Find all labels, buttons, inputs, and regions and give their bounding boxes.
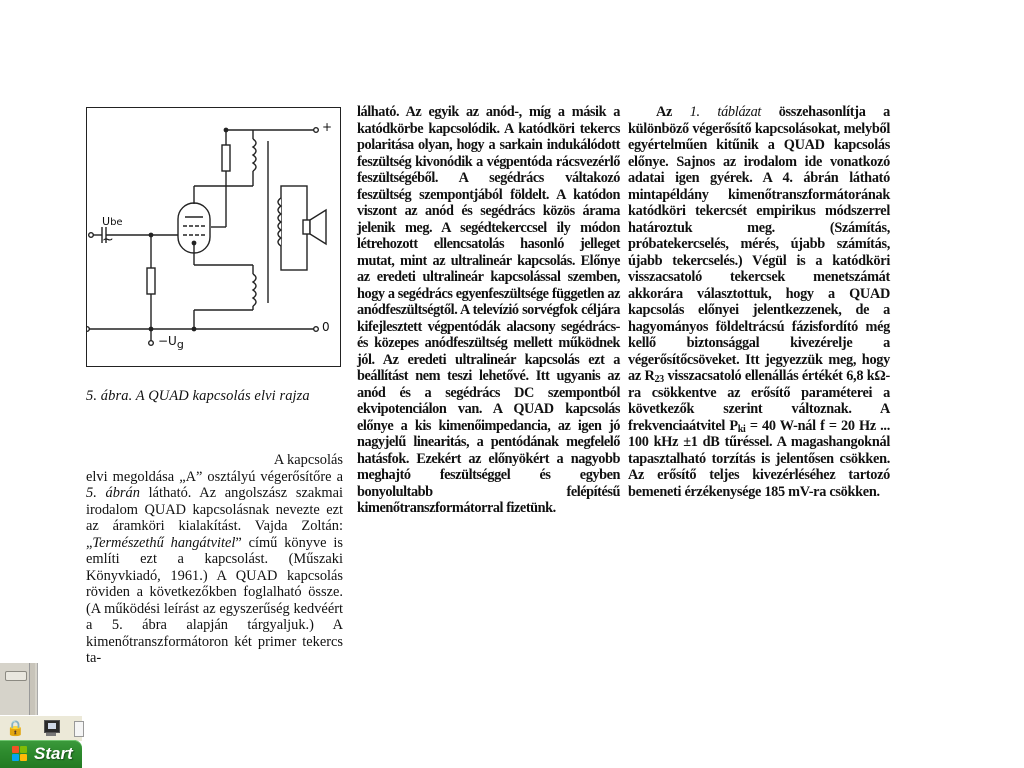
column3-paragraph — [628, 104, 890, 500]
text-column-1 — [86, 452, 343, 667]
text-run: elvi megoldása „A” osztályú végerősítőre a — [86, 468, 343, 485]
monitor-screen — [44, 720, 60, 733]
quad-circuit-schematic — [87, 108, 339, 365]
anode-coil — [253, 139, 256, 171]
text-run: összehasonlítja a különböző végerősítő kapcsolásokat, melyből egyértelműen kitűnik a QUAD kapcsolás előnye. Sajnos az irodalom ide vonatkozó adatai igen gyérek. A 4. ábrán látható mintapéldány kimenőtranszformátorának katódköri tekercsét empirikus módszerrel határoztuk meg. (Számítás, próbatekercselés, mérés, újabb számítás, újabb tekercselés.) Végül is a katódköri visszacsatoló tekercsek menetszámát akkorára választottuk, hogy a QUAD kapcsolás előnyei jelentkezzenek, de a hagyományos földeltrácsú fázisfordító még kellő biztonsággal kivezérelje a végerősítőcsöveket. Itt jegyezzük meg, hogy az R — [628, 104, 890, 384]
panel-divider — [29, 663, 35, 715]
figure-caption: 5. ábra. A QUAD kapcsolás elvi rajza — [86, 388, 310, 404]
ac-symbol: ~ — [102, 232, 114, 248]
plus-terminal — [314, 128, 319, 133]
start-label: Start — [34, 744, 73, 763]
subscript: 23 — [654, 374, 664, 385]
secondary-coil — [278, 198, 281, 246]
input-terminal — [89, 233, 94, 238]
text-column-2 — [357, 104, 620, 517]
text-run: visszacsatoló ellenállás értékét 6,8 kΩ-ra csökkentve az erősítő paraméterei a következők szerint változnak. A frekvenciaátvitel P — [628, 368, 890, 434]
column1-paragraph — [86, 469, 343, 667]
speaker-icon — [303, 220, 310, 234]
book-title: Természethű hangátvitel — [92, 534, 236, 551]
table-reference: 1. táblázat — [689, 104, 762, 120]
paragraph-lead: A kapcsolás — [273, 452, 343, 468]
grid-bias-subscript: g — [176, 338, 184, 351]
grid-bias-label — [158, 334, 184, 351]
text-run: ” című könyve is említi ezt a kapcsolást. (Műszaki Könyvkiadó, 1961.) A QUAD kapcsolás röviden a következőkben foglalható össze. (A működési leírást az egyszerűség kedvéért a 5. ábra alapján tárgyaljuk.) A kimenőtranszformátoron két primer tekercs ta- — [86, 534, 343, 666]
input-voltage-label — [102, 215, 123, 228]
text-run: = 40 W-nál f = 20 Hz ... 100 kHz ±1 dB tűréssel. A magashangoknál tapasztalható torzítás is jelentősen csökken. Az erősítő teljes kivezérléséhez tartozó bemeneti érzékenysége 185 mV-ra csökken. — [628, 417, 890, 500]
cathode-coil — [253, 274, 256, 306]
lock-icon[interactable]: 🔒 — [6, 719, 25, 737]
zero-label: 0 — [322, 320, 330, 334]
text-column-3 — [628, 104, 890, 500]
input-voltage-symbol: U — [102, 215, 111, 228]
windows-logo-icon — [12, 746, 28, 762]
grid-bias-symbol: −U — [158, 334, 177, 348]
document-icon[interactable] — [74, 721, 84, 737]
grid-bias-terminal — [149, 341, 154, 346]
grid-resistor — [147, 268, 155, 294]
screen-resistor — [222, 145, 230, 171]
circuit-diagram — [86, 107, 341, 367]
monitor-base — [46, 733, 56, 736]
input-voltage-subscript: be — [110, 217, 123, 228]
toolbar-grip-handle[interactable] — [5, 671, 27, 681]
start-button[interactable] — [0, 740, 82, 768]
subscript: ki — [737, 423, 746, 435]
plus-label: + — [322, 120, 333, 134]
column2-paragraph: lálható. Az egyik az anód-, míg a másik a katódkörbe kapcsolódik. A katódköri tekercs polaritása olyan, hogy a sarkain indukálódott feszültség kivonódik a végpentóda rácsvezérlő feszültségéből. A segédrács váltakozó feszültség szempontjából földelt. A katódon viszont az anód és segédrács közös árama jelenik meg. A segédtekerccsel ily módon létrehozott ellencsatolás hasonló jelleget mutat, mint az ultralineár kapcsolás. Előnye az eredeti ultralineár kapcsolással szemben, hogy a segédrács egyenfeszültsége független az anódfeszültségtől. A televízió sorvégfok céljára kifejlesztett végpentódák alacsony segédrács- és közepes anódfeszültség mellett működnek jól. Az eredeti ultralineár kapcsolás ezt a beállítást nem teszi lehetővé. Itt ugyanis az anód és a segédrács DC szempontból ekvipotenciálon van. A QUAD kapcsolás előnye a kis kimenőimpedancia, az igen jó nagyjelű linearitás, a pentódának megfelelő hatásfok. Ezekért az előnyökért a nagyobb meghajtó feszültséggel és egyben bonyolultabb felépítésű kimenőtranszformátorral fizetünk. — [357, 104, 620, 516]
zero-terminal — [314, 327, 319, 332]
text-run: Az — [656, 104, 690, 120]
text-run: látható. Az angolszász szakmai irodalom QUAD kapcsolásnak nevezte ezt az áramköri kialakítást. Vajda Zoltán: „ — [86, 485, 343, 551]
monitor-icon[interactable] — [42, 719, 60, 737]
taskbar-tray — [0, 715, 82, 741]
figure-reference: 5. ábrán — [86, 485, 140, 501]
